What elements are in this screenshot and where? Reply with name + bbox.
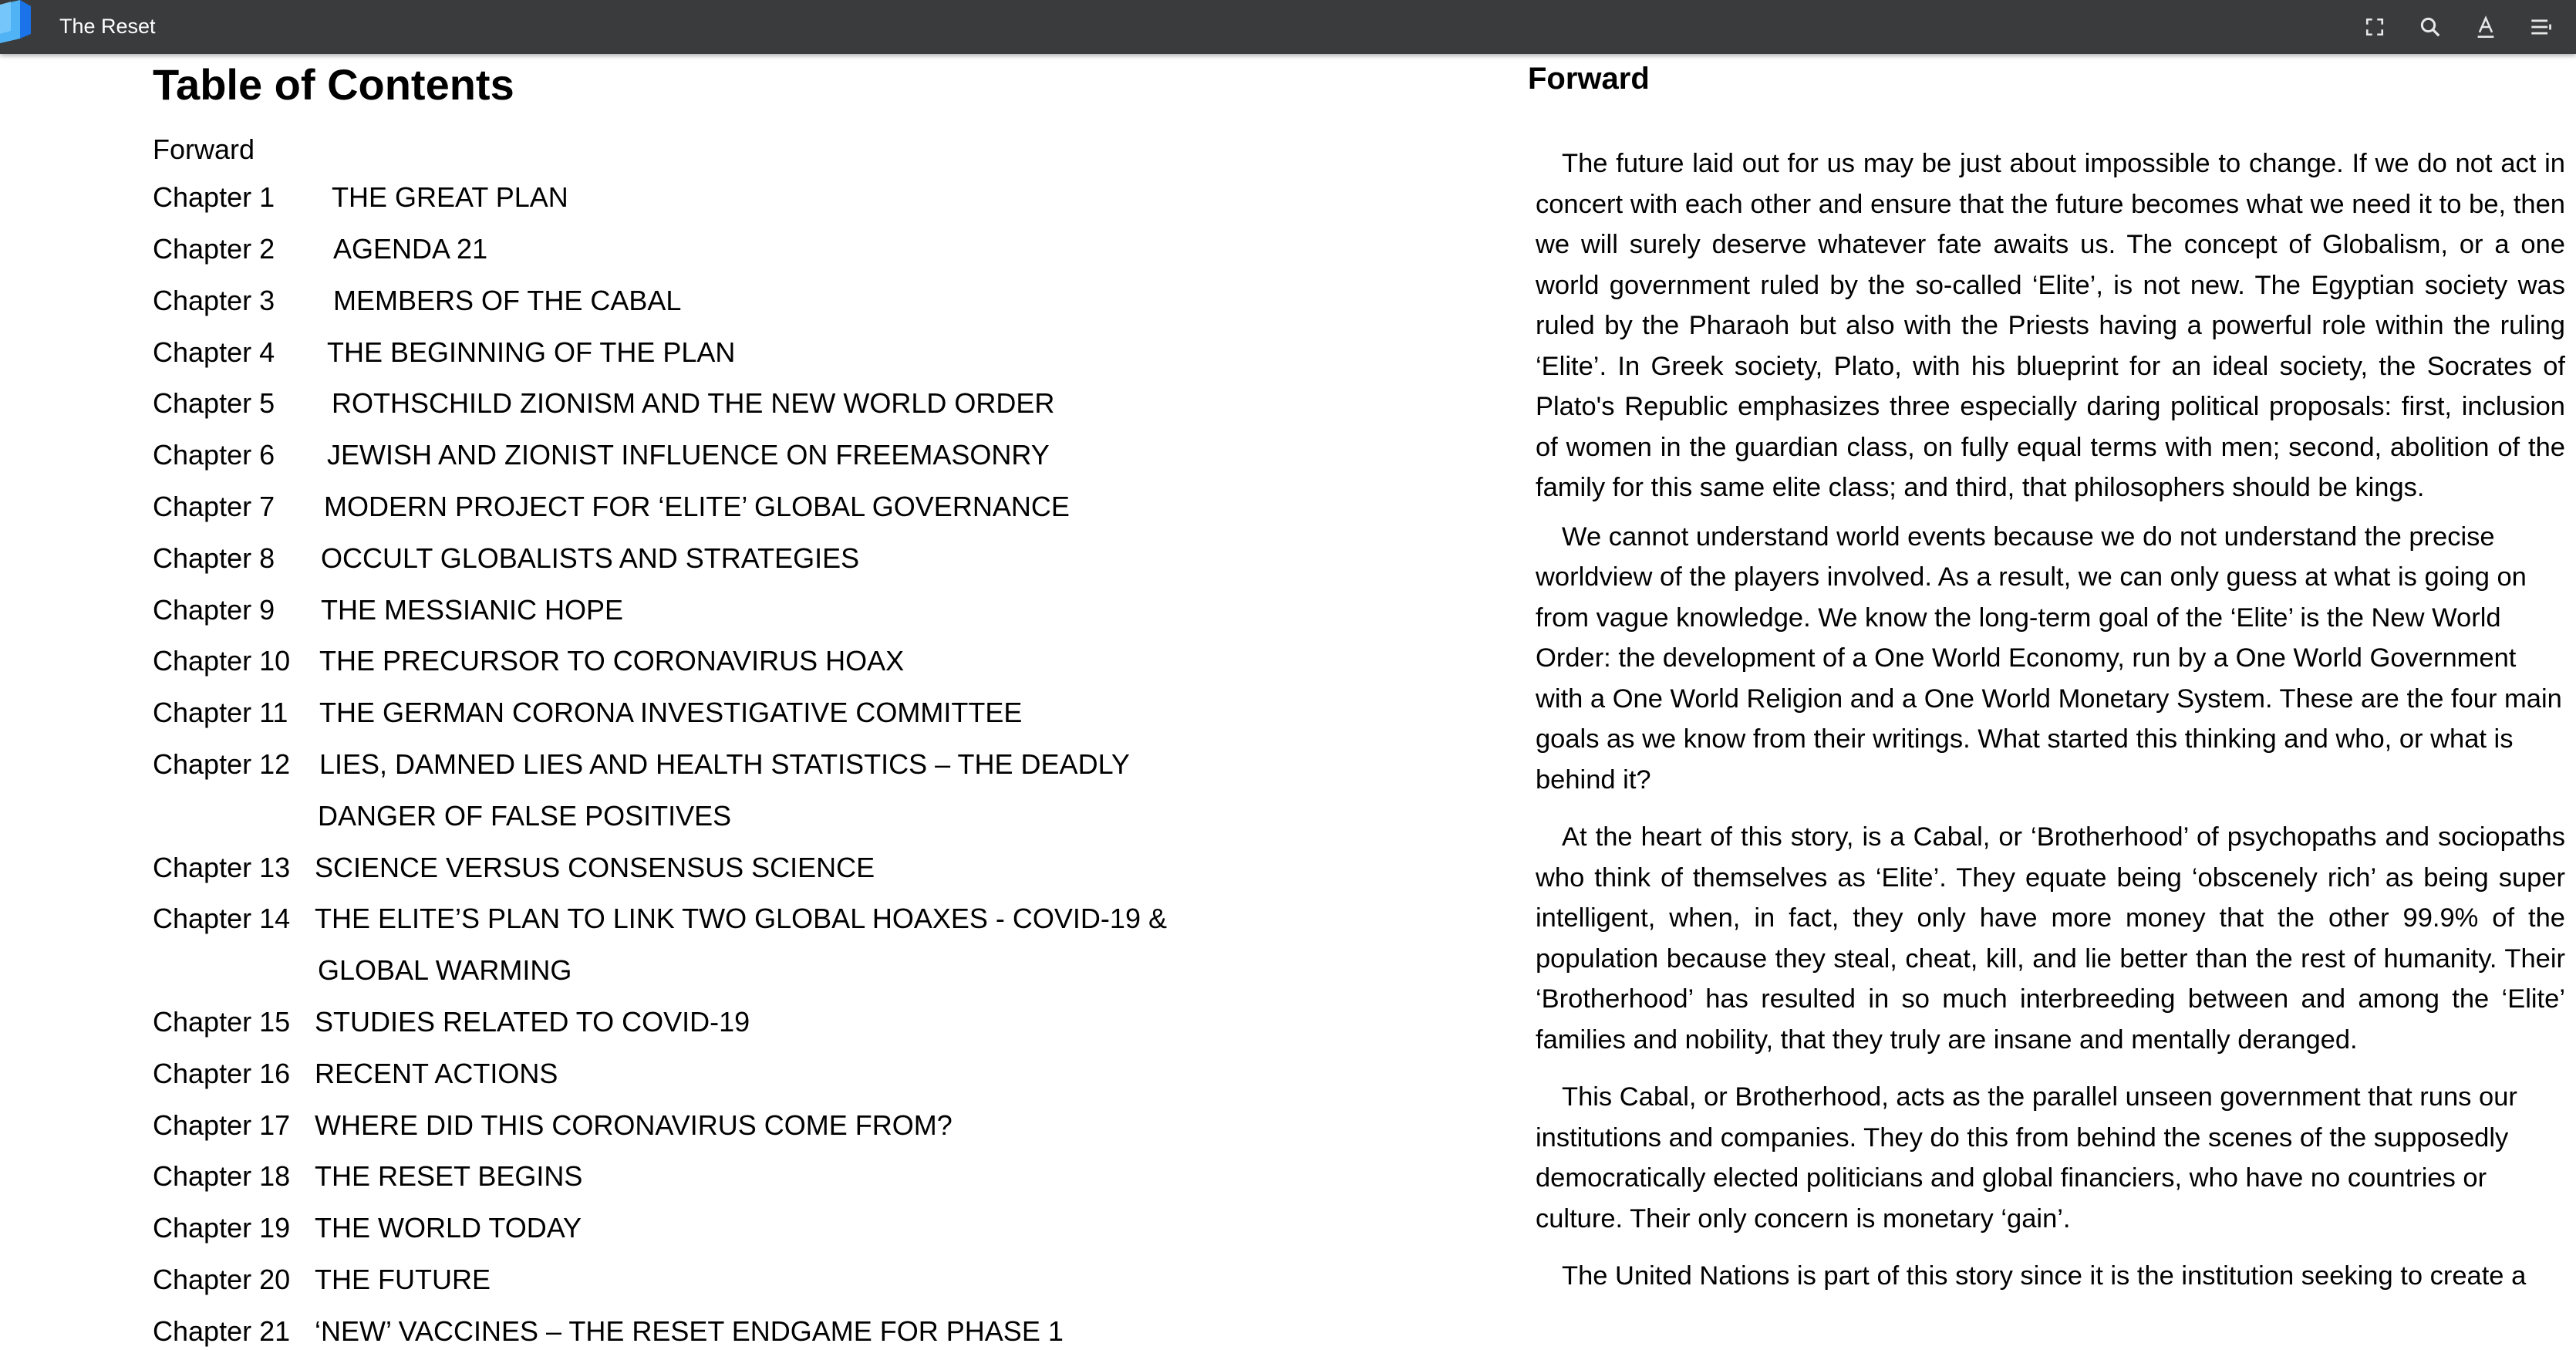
forward-paragraph: At the heart of this story, is a Cabal, or ‘Brotherhood’ of psychopaths and sociopaths who think of themselves as ‘Elite’. They equate being ‘obscenely rich’ as being super intelligent, when, in fact, they only have more money that the other 99.9% of the population because they steal, cheat, kill, and lie better than the rest of humanity. Their ‘Brotherhood’ has resulted in so much interbreeding between and among the ‘Elite’ families and nobility, that they truly are insane and mentally deranged. bbox=[1536, 822, 2565, 1055]
toc-chapter-title: MODERN PROJECT FOR ‘ELITE’ GLOBAL GOVERNANCE bbox=[324, 491, 1070, 522]
toc-chapter-title: AGENDA 21 bbox=[333, 233, 488, 265]
toc-chapter-title: THE GREAT PLAN bbox=[332, 181, 568, 213]
forward-paragraph: We cannot understand world events because we do not understand the precise worldview of the players involved. As a result, we can only guess at what is going on from vague knowledge. We know the long-term goal of the ‘Elite’ is the New World Order: the development of a One World Economy, run by a One World Government with a One World Religion and a One World Monetary System. These are the four main goals as we know from their writings. What started this thinking and who, or what is behind it? bbox=[1536, 521, 2562, 795]
top-toolbar bbox=[0, 0, 2576, 54]
toc-chapter-number: Chapter 11 bbox=[153, 697, 288, 728]
toc-chapter-title: LIES, DAMNED LIES AND HEALTH STATISTICS – THE DEADLY bbox=[319, 748, 1130, 780]
toc-chapter-number: Chapter 20 bbox=[153, 1264, 291, 1295]
fullscreen-icon[interactable] bbox=[2355, 8, 2394, 46]
toc-chapter-title: THE FUTURE bbox=[315, 1264, 491, 1295]
toc-chapter-number: Chapter 19 bbox=[153, 1212, 291, 1244]
toc-chapter-title: THE RESET BEGINS bbox=[315, 1160, 583, 1192]
toc-chapter-title: ROTHSCHILD ZIONISM AND THE NEW WORLD ORDER bbox=[332, 387, 1055, 419]
toc-chapter-number: Chapter 16 bbox=[153, 1058, 291, 1089]
toc-chapter-number: Chapter 6 bbox=[153, 439, 275, 471]
app-title: The Reset bbox=[59, 15, 156, 38]
menu-icon[interactable] bbox=[2522, 8, 2561, 46]
toc-chapter-number: Chapter 17 bbox=[153, 1109, 291, 1141]
toc-chapter-title: THE MESSIANIC HOPE bbox=[321, 594, 624, 626]
toc-chapter-number: Chapter 4 bbox=[153, 336, 275, 368]
toc-chapter-title: WHERE DID THIS CORONAVIRUS COME FROM? bbox=[315, 1109, 953, 1141]
toc-chapter-title: MEMBERS OF THE CABAL bbox=[333, 285, 682, 316]
toc-chapter-title: SCIENCE VERSUS CONSENSUS SCIENCE bbox=[315, 852, 875, 883]
search-icon[interactable] bbox=[2411, 8, 2450, 46]
toc-chapter-title: OCCULT GLOBALISTS AND STRATEGIES bbox=[321, 542, 860, 574]
toc-chapter-number: Chapter 7 bbox=[153, 491, 275, 522]
table-of-contents bbox=[153, 60, 1387, 1347]
toc-chapter-number: Chapter 13 bbox=[153, 852, 291, 883]
toc-chapter-number: Chapter 18 bbox=[153, 1160, 291, 1192]
toc-chapter-title: THE PRECURSOR TO CORONAVIRUS HOAX bbox=[319, 645, 905, 677]
forward-paragraph: The United Nations is part of this story since it is the institution seeking to create a bbox=[1562, 1261, 2527, 1291]
toc-chapter-title: THE GERMAN CORONA INVESTIGATIVE COMMITTEE bbox=[319, 697, 1023, 728]
toc-chapter-number: Chapter 1 bbox=[153, 181, 275, 213]
toc-chapter-title: STUDIES RELATED TO COVID-19 bbox=[315, 1006, 750, 1038]
toc-chapter-title: THE BEGINNING OF THE PLAN bbox=[327, 336, 736, 368]
toc-item-forward[interactable]: Forward bbox=[153, 133, 255, 165]
toc-title: Table of Contents bbox=[153, 60, 514, 109]
toc-chapter-number: Chapter 10 bbox=[153, 645, 291, 677]
toc-chapter-title: JEWISH AND ZIONIST INFLUENCE ON FREEMASONRY bbox=[327, 439, 1050, 471]
toc-chapter-number: Chapter 21 bbox=[153, 1315, 291, 1347]
toc-chapter-title: ‘NEW’ VACCINES – THE RESET ENDGAME FOR PHASE 1 bbox=[315, 1315, 1064, 1347]
toc-chapter-number: Chapter 12 bbox=[153, 748, 291, 780]
text-format-icon[interactable] bbox=[2466, 8, 2505, 46]
toc-chapter-title: RECENT ACTIONS bbox=[315, 1058, 558, 1089]
forward-heading: Forward bbox=[1528, 62, 1650, 96]
toc-chapter-title: THE ELITE’S PLAN TO LINK TWO GLOBAL HOAXES - COVID-19 & bbox=[315, 903, 1167, 934]
toc-chapter-title: THE WORLD TODAY bbox=[315, 1212, 582, 1244]
app-logo-icon bbox=[0, 0, 34, 43]
forward-body bbox=[1536, 143, 2565, 1297]
toc-chapter-title-continued: DANGER OF FALSE POSITIVES bbox=[318, 800, 732, 832]
toc-chapter-number: Chapter 2 bbox=[153, 233, 275, 265]
toc-chapter-number: Chapter 14 bbox=[153, 903, 291, 934]
toc-chapter-number: Chapter 3 bbox=[153, 285, 275, 316]
toc-chapter-number: Chapter 8 bbox=[153, 542, 275, 574]
toc-chapter-number: Chapter 15 bbox=[153, 1006, 291, 1038]
toc-chapter-number: Chapter 5 bbox=[153, 387, 275, 419]
toc-chapter-title-continued: GLOBAL WARMING bbox=[318, 954, 572, 986]
forward-paragraph: This Cabal, or Brotherhood, acts as the parallel unseen government that runs our institutions and companies. They do this from behind the scenes of the supposedly democratically elected politicians and global financiers, who have no countries or culture. Their only concern is monetary ‘gain’. bbox=[1536, 1082, 2517, 1234]
toc-chapter-number: Chapter 9 bbox=[153, 594, 275, 626]
forward-paragraph: The future laid out for us may be just about impossible to change. If we do not act in concert with each other and ensure that the future becomes what we need it to be, then we will surely deserve whatever fate awaits us. The concept of Globalism, or a one world government ruled by the so-called ‘Elite’, is not new. The Egyptian society was ruled by the Pharaoh but also with the Priests having a powerful role within the ruling ‘Elite’. In Greek society, Plato, with his blueprint for an ideal society, the Socrates of Plato's Republic emphasizes three especially daring political proposals: first, inclusion of women in the guardian class, on fully equal terms with men; second, abolition of the family for this same elite class; and third, that philosophers should be kings. bbox=[1536, 149, 2565, 502]
